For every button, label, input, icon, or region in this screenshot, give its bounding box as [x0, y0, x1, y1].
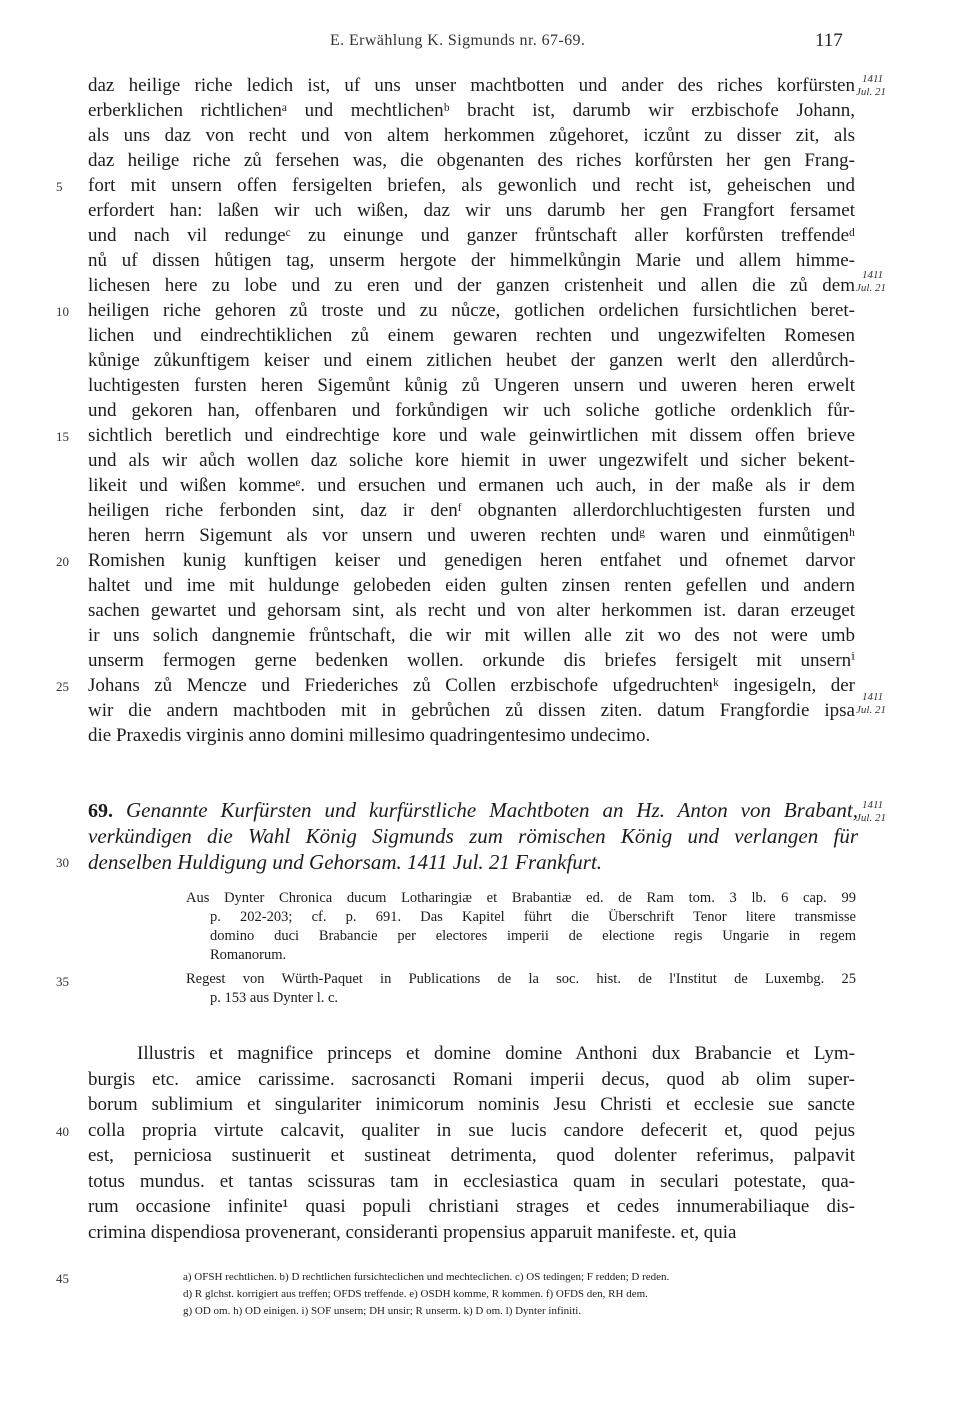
line-number: 25 — [56, 679, 69, 694]
text-line: lichen und eindrechtiklichen zů einem gewaren rechten und ungezwifelten Romesen — [88, 325, 855, 346]
margin-date-day: Jul. 21 — [856, 812, 886, 824]
text-line: daz heilige riche zů fersehen was, die obgenanten des riches korfůrsten her gen Frang- — [88, 150, 855, 171]
text-line: kůnige zůkunftigem keiser und einem zitlichen heubet der ganzen werlt den allerdůrch- — [88, 350, 855, 371]
text-line: est, perniciosa sustinuerit et sustineat detrimenta, quod dolenter referimus, palpavit — [88, 1145, 855, 1166]
doc69-number: 69. — [88, 800, 113, 822]
margin-date-year: 1411 — [862, 691, 884, 703]
line-number: 35 — [56, 974, 69, 989]
text-line: und gekoren han, offenbaren und forkůndigen wir uch soliche gotliche ordenklich fůr- — [88, 400, 855, 421]
line-number: 5 — [56, 179, 63, 194]
text-line: likeit und wißen kommeᵉ. und ersuchen und ermanen uch auch, in der maße als ir dem — [88, 475, 855, 496]
doc69-heading-line-3: denselben Huldigung und Gehorsam. 1411 Jul. 21 Frankfurt. — [88, 850, 603, 874]
source-line: p. 202-203; cf. p. 691. Das Kapitel führt die Überschrift Tenor litere transmisse — [210, 909, 856, 925]
footnote-line: a) OFSH rechtlichen. b) D rechtlichen fursichteclichen und mechteclichen. c) OS tedingen; F redden; D reden. — [183, 1271, 670, 1283]
text-line: wir die andern machtboden mit in gebrůchen zů dissen ziten. datum Frangfordie ipsa — [88, 700, 855, 721]
text-line: als uns daz von recht und von altem herkommen zůgehoret, iczůnt zu disser zit, als — [88, 125, 855, 146]
source-line: Regest von Würth-Paquet in Publications de la soc. hist. de l'Institut de Luxembg. 25 — [186, 971, 856, 987]
footnote-line: d) R glchst. korrigiert aus treffen; OFDS treffende. e) OSDH komme, R kommen. f) OFDS den, RH dem. — [183, 1288, 648, 1300]
line-number: 15 — [56, 429, 69, 444]
source-line: Aus Dynter Chronica ducum Lotharingiæ et Brabantiæ ed. de Ram tom. 3 lb. 6 cap. 99 — [186, 890, 856, 906]
margin-date-year: 1411 — [862, 269, 884, 281]
page-number: 117 — [815, 30, 843, 51]
text-line: lichesen here zu lobe und zu eren und der ganzen cristenheit und allen die zů dem — [88, 275, 855, 296]
source-line: p. 153 aus Dynter l. c. — [210, 990, 339, 1006]
text-line: heiligen riche gehoren zů troste und zu nůcze, gotlichen ordelichen fursichtlichen beret- — [88, 300, 855, 321]
text-line: unserm fermogen gerne bedenken wollen. orkunde dis briefes fersigelt mit unsernⁱ — [88, 650, 855, 671]
text-line: ir uns solich dangnemie frůntschaft, die wir mit willen alle zit wo des not were umb — [88, 625, 855, 646]
margin-date-day: Jul. 21 — [856, 704, 886, 716]
text-line: heiligen riche ferbonden sint, daz ir denᶠ obgnanten allerdorchluchtigesten fursten und — [88, 500, 855, 521]
text-line: und nach vil redungeᶜ zu einunge und ganzer frůntschaft aller korfůrsten treffendeᵈ — [88, 225, 855, 246]
doc69-heading-text-1: Genannte Kurfürsten und kurfürstliche Machtboten an Hz. Anton von Brabant, — [125, 798, 858, 822]
doc69-heading-line-2: verkündigen die Wahl König Sigmunds zum römischen König und verlangen für — [88, 824, 858, 848]
margin-date — [856, 269, 922, 294]
text-line: die Praxedis virginis anno domini millesimo quadringentesimo undecimo. — [88, 725, 651, 746]
text-line: luchtigesten fursten heren Sigemůnt kůnig zů Ungeren unsern und uweren heren erwelt — [88, 375, 855, 396]
footnote-line: g) OD om. h) OD einigen. i) SOF unsern; DH unsir; R unserm. k) D om. l) Dynter infiniti. — [183, 1305, 582, 1317]
text-line: haltet und ime mit huldunge gelobeden eiden gulten zinsen renten gefellen und andern — [88, 575, 855, 596]
text-line: nů uf dissen hůtigen tag, unserm hergote der himmelkůngin Marie und allem himme- — [88, 250, 855, 271]
margin-date — [856, 691, 922, 716]
text-line: erberklichen richtlichenᵃ und mechtlichenᵇ bracht ist, darumb wir erzbischofe Johann, — [88, 100, 855, 121]
text-line: borum sublimium et singulariter inimicorum nominis Jesu Christi et ecclesie sue sancte — [88, 1094, 855, 1115]
source-line: Romanorum. — [210, 947, 287, 963]
line-number: 10 — [56, 304, 69, 319]
running-head — [0, 30, 960, 56]
text-line: und als wir aůch wollen daz soliche kore hiemit in uwer ungezwifelt und sicher bekent- — [88, 450, 855, 471]
text-line: Romishen kunig kunftigen keiser und genedigen heren entfahet und ofnemet darvor — [88, 550, 855, 571]
margin-date-year: 1411 — [862, 799, 884, 811]
text-line: daz heilige riche ledich ist, uf uns unser machtbotten und ander des riches korfürsten — [88, 75, 855, 96]
running-title: E. Erwählung K. Sigmunds nr. 67-69. — [330, 32, 586, 49]
text-line: fort mit unsern offen fersigelten briefen, als gewonlich und recht ist, geheischen und — [88, 175, 855, 196]
margin-date — [856, 799, 922, 824]
text-line: Johans zů Mencze und Friederiches zů Collen erzbischofe ufgedruchtenᵏ ingesigeln, der — [88, 675, 855, 696]
margin-date-day: Jul. 21 — [856, 86, 886, 98]
margin-date-year: 1411 — [862, 73, 884, 85]
line-number: 45 — [56, 1271, 69, 1286]
text-line: rum occasione infinite¹ quasi populi christiani strages et cedes innumerabiliaque dis- — [88, 1196, 855, 1217]
text-line: Illustris et magnifice princeps et domine domine Anthoni dux Brabancie et Lym- — [137, 1043, 855, 1064]
doc69-heading-line-1 — [88, 797, 858, 824]
margin-date-day: Jul. 21 — [856, 282, 886, 294]
text-line: heren herrn Sigemunt als vor unsern und uweren rechten undᵍ waren und einmůtigenʰ — [88, 525, 855, 546]
text-line: burgis etc. amice carissime. sacrosancti Romani imperii decus, quod ab olim super- — [88, 1068, 855, 1090]
line-number: 40 — [56, 1123, 69, 1139]
margin-date — [856, 73, 922, 98]
line-number: 20 — [56, 554, 69, 569]
line-number: 30 — [56, 855, 69, 870]
text-line: sichtlich beretlich und eindrechtige kore und wale geinwirtlichen mit dissem offen brieve — [88, 425, 855, 446]
text-line: sachen gewartet und gehorsam sint, als recht und von alter herkommen ist. daran erzeuget — [88, 600, 855, 621]
text-line: crimina dispendiosa provenerant, consideranti propensius apparuit manifeste. et, quia — [88, 1221, 737, 1243]
source-line: domino duci Brabancie per electores imperii de electione regis Ungarie in regem — [210, 928, 856, 944]
text-line: erfordert han: laßen wir uch wißen, daz wir uns darumb her gen Frangfort fersamet — [88, 200, 855, 221]
text-line: colla propria virtute calcavit, qualiter in sue lucis candore defecerit et, quod pejus — [88, 1119, 855, 1141]
text-line: totus mundus. et tantas scissuras tam in ecclesiastica quam in seculari potestate, qua- — [88, 1170, 855, 1192]
